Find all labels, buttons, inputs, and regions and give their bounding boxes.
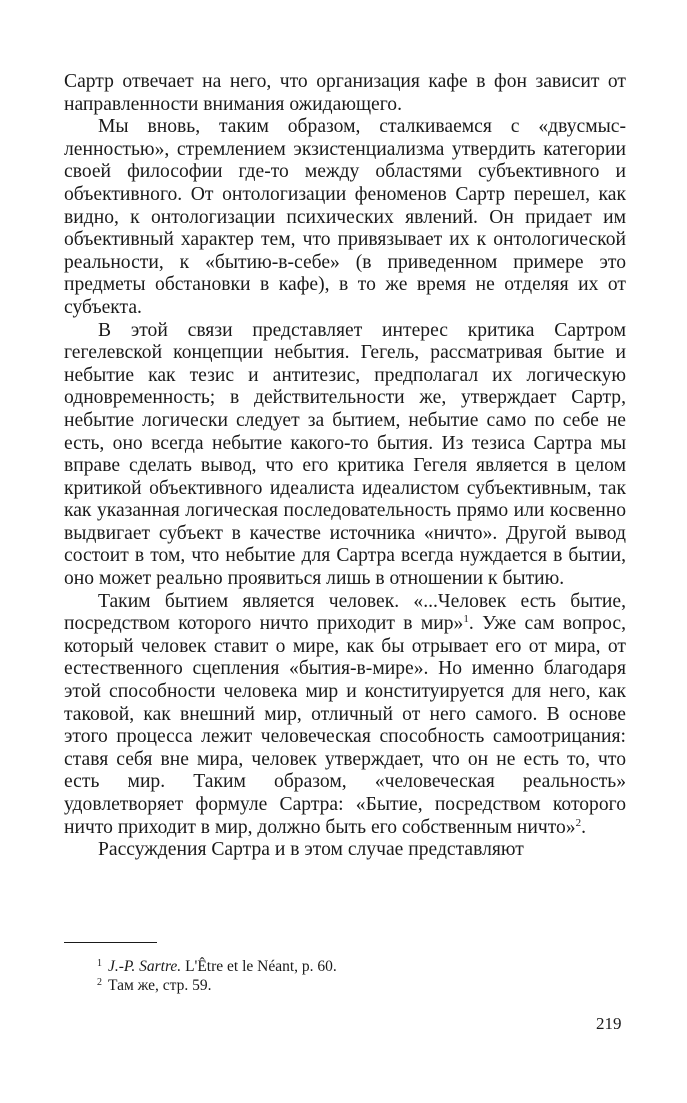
- main-text: [64, 71, 626, 862]
- footnote-divider: [64, 942, 157, 943]
- page-number: 219: [596, 1014, 622, 1033]
- paragraph-2: Мы вновь, таким образом, сталкиваемся с «двусмысленностью», стремлением экзистенциализма утвердить категории своей философии где-то между областями субъективного и объективного. От онтологизации феноменов Сартр перешел, как видно, к онтологизации психических явлений. Он придает им объективный характер тем, что привязывает их к онтологической реальности, к «бытию-в-себе» (в приведенном примере это предметы обстановки в кафе), в то же время не отделяя их от субъекта.: [64, 116, 626, 318]
- paragraph-4-text-b: . Уже сам вопрос, который человек ставит о мире, как бы отрывает его от мира, от естественного сцепления «бытия-в-мире». Но именно благодаря этой способности человека мир и конституируется для него, как таковой, как внешний мир, отличный от него самого. В основе этого процесса лежит человеческая способность самоотрицания: ставя себя вне мира, человек утверждает, что он не есть то, что есть мир. Таким образом, «человеческая реальность» удовлетворяет формуле Сартра: «Бытие, посредством которого ничто приходит в мир, должно быть его собственным ничто»: [64, 613, 626, 838]
- footnote-mark-1: 1: [97, 958, 102, 969]
- paragraph-4-text-c: .: [581, 816, 587, 838]
- footnote-ref-1: 1: [463, 613, 469, 626]
- footnote-ref-2: 2: [575, 816, 582, 829]
- paragraph-4: [64, 591, 626, 840]
- footnote-1-text: L'Être et le Néant, p. 60.: [185, 958, 337, 975]
- footnote-mark-2: 2: [97, 977, 102, 988]
- footnote-2: [97, 976, 617, 995]
- footnote-1: [97, 957, 617, 976]
- footnote-1-author: J.-P. Sartre.: [108, 958, 182, 975]
- paragraph-1: Сартр отвечает на него, что организация кафе в фон зависит от направленности внимания ожидающего.: [64, 71, 626, 115]
- paragraph-4-text-a: Таким бытием является человек. «...Человек есть бытие, посредством которого ничто приходит в мир»: [64, 590, 626, 635]
- footnotes: [97, 957, 617, 995]
- paragraph-5: Рассуждения Сартра и в этом случае представляют: [98, 839, 524, 861]
- footnote-2-text: Там же, стр. 59.: [108, 977, 212, 994]
- paragraph-3: В этой связи представляет интерес критика Сартром гегелевской концепции небытия. Гегель, рассматривая бытие и небытие как тезис и антитезис, предполагал их логическую одновременность; в действительности же, утверждает Сартр, небытие логически следует за бытием, небытие само по себе не есть, оно всегда небытие какого-то бытия. Из тезиса Сартра мы вправе сделать вывод, что его критика Гегеля является в целом критикой объективного идеалиста идеалистом субъективным, так как указанная логическая последовательность прямо или косвенно выдвигает субъект в качестве источника «ничто». Другой вывод состоит в том, что небытие для Сартра всегда нуждается в бытии, оно может реально проявиться лишь в отношении к бытию.: [64, 319, 626, 590]
